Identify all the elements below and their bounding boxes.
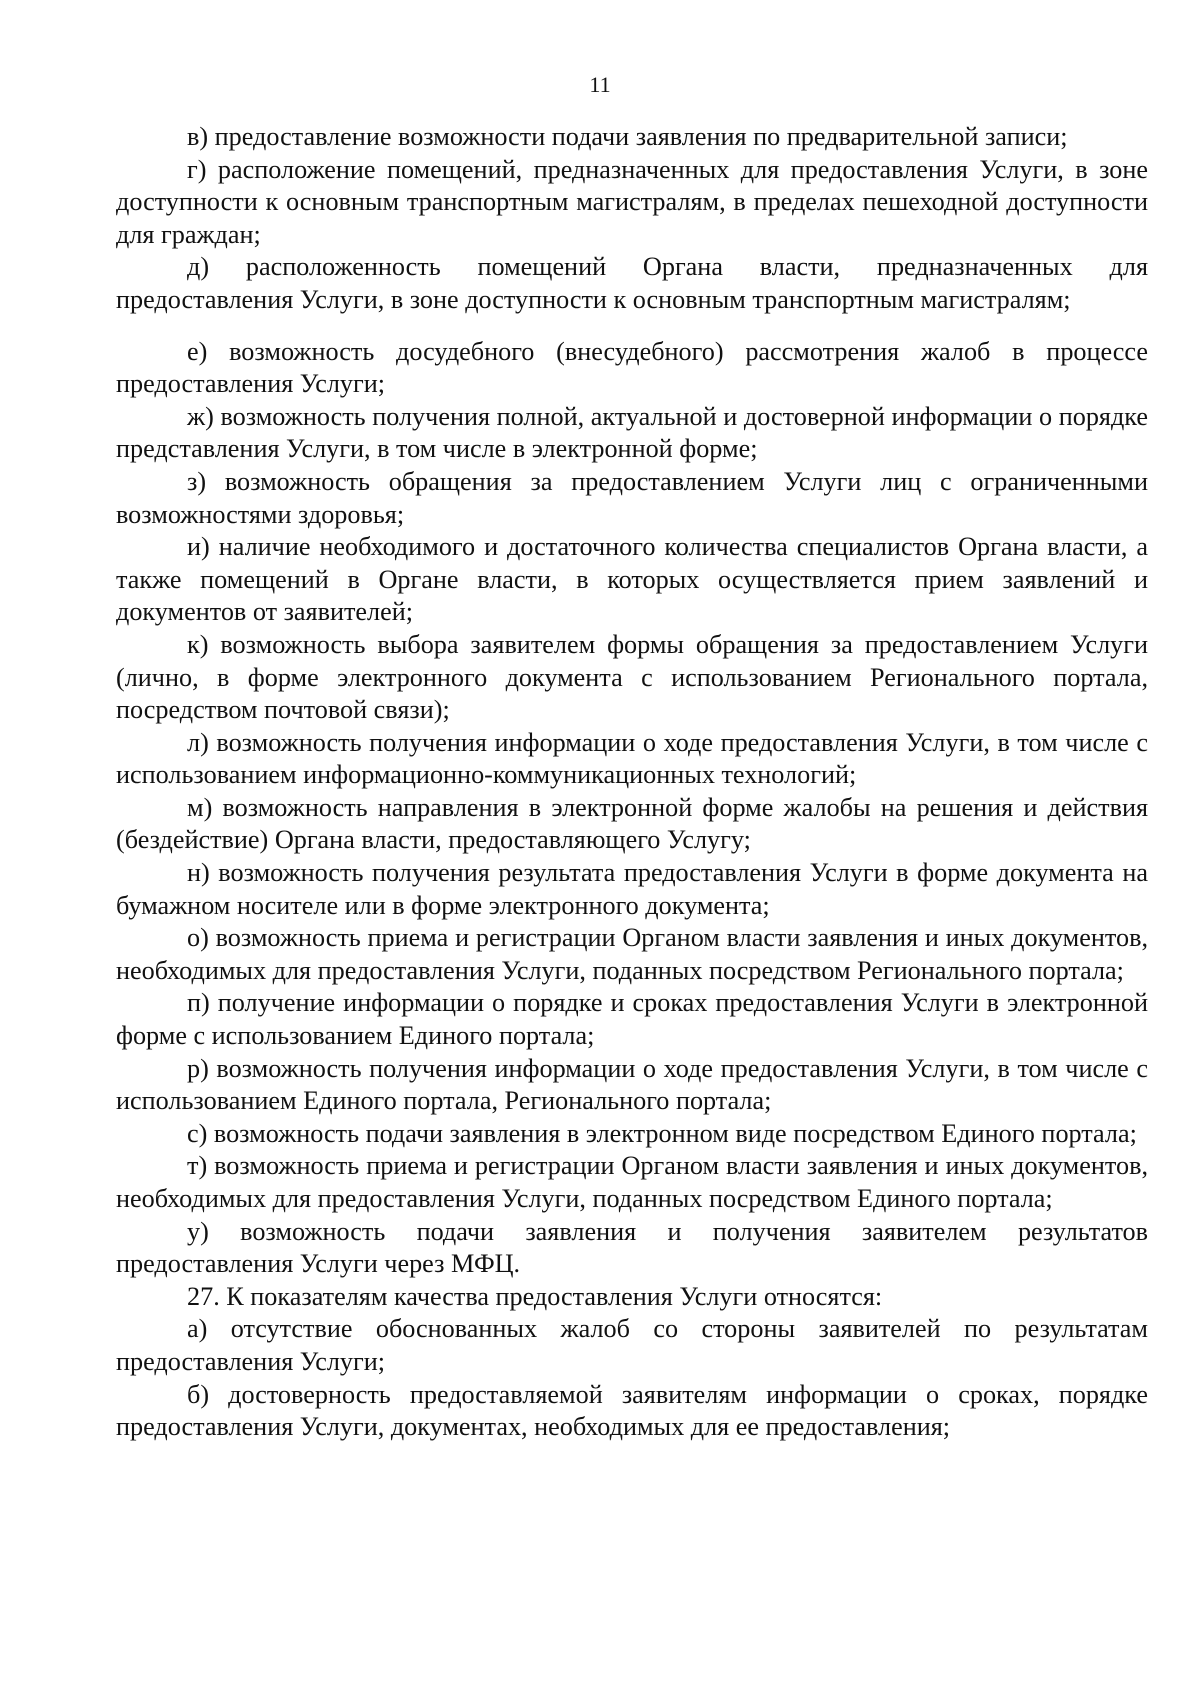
list-item-n: н) возможность получения результата предоставления Услуги в форме документа на бумажном носителе или в форме электронного документа; bbox=[116, 858, 1148, 920]
document-body bbox=[116, 121, 1148, 1444]
list-item-z: з) возможность обращения за предоставлением Услуги лиц с ограниченными возможностями здоровья; bbox=[116, 466, 1148, 529]
list-item-p: п) получение информации о порядке и сроках предоставления Услуги в электронной форме с использованием Единого портала; bbox=[116, 988, 1148, 1051]
list-item-k: к) возможность выбора заявителем формы обращения за предоставлением Услуги (лично, в форме электронного документа с использованием Регионального портала, посредством почтовой связи); bbox=[116, 629, 1148, 725]
list-item-i: и) наличие необходимого и достаточного количества специалистов Органа власти, а также помещений в Органе власти, в которых осуществляется прием заявлений и документов от заявителей; bbox=[116, 532, 1148, 627]
list-item-t: т) возможность приема и регистрации Органом власти заявления и иных документов, необходимых для предоставления Услуги, поданных посредством Единого портала; bbox=[116, 1151, 1148, 1213]
list-item-g: г) расположение помещений, предназначенных для предоставления Услуги, в зоне доступности к основным транспортным магистралям, в пределах пешеходной доступности для граждан; bbox=[116, 154, 1148, 249]
list-item-zh: ж) возможность получения полной, актуальной и достоверной информации о порядке представления Услуги, в том числе в электронной форме; bbox=[116, 401, 1148, 464]
list-item-l: л) возможность получения информации о ходе предоставления Услуги, в том числе с использованием информационно-коммуникационных технологий; bbox=[116, 727, 1148, 790]
list-item-m: м) возможность направления в электронной форме жалобы на решения и действия (бездействие) Органа власти, предоставляющего Услугу; bbox=[116, 792, 1148, 855]
page-number: 11 bbox=[589, 72, 611, 97]
section-27-heading: 27. К показателям качества предоставления Услуги относятся: bbox=[187, 1281, 883, 1311]
list-item-u: у) возможность подачи заявления и получения заявителем результатов предоставления Услуги через МФЦ. bbox=[116, 1216, 1148, 1279]
list-item-r: р) возможность получения информации о ходе предоставления Услуги, в том числе с использованием Единого портала, Регионального портала; bbox=[116, 1053, 1148, 1116]
list-item-d: д) расположенность помещений Органа власти, предназначенных для предоставления Услуги, в зоне доступности к основным транспортным магистралям; bbox=[116, 252, 1148, 314]
list-item-e: е) возможность досудебного (внесудебного) рассмотрения жалоб в процессе предоставления Услуги; bbox=[116, 336, 1148, 399]
list-item-v: в) предоставление возможности подачи заявления по предварительной записи; bbox=[187, 122, 1068, 151]
list-item-a: а) отсутствие обоснованных жалоб со стороны заявителей по результатам предоставления Услуги; bbox=[116, 1314, 1148, 1376]
list-item-b: б) достоверность предоставляемой заявителям информации о сроках, порядке предоставления Услуги, документах, необходимых для ее предоставления; bbox=[116, 1379, 1148, 1442]
list-item-s: с) возможность подачи заявления в электронном виде посредством Единого портала; bbox=[187, 1118, 1137, 1148]
list-item-o: о) возможность приема и регистрации Органом власти заявления и иных документов, необходимых для предоставления Услуги, поданных посредством Регионального портала; bbox=[116, 923, 1148, 985]
paragraph-gap bbox=[116, 317, 1148, 336]
